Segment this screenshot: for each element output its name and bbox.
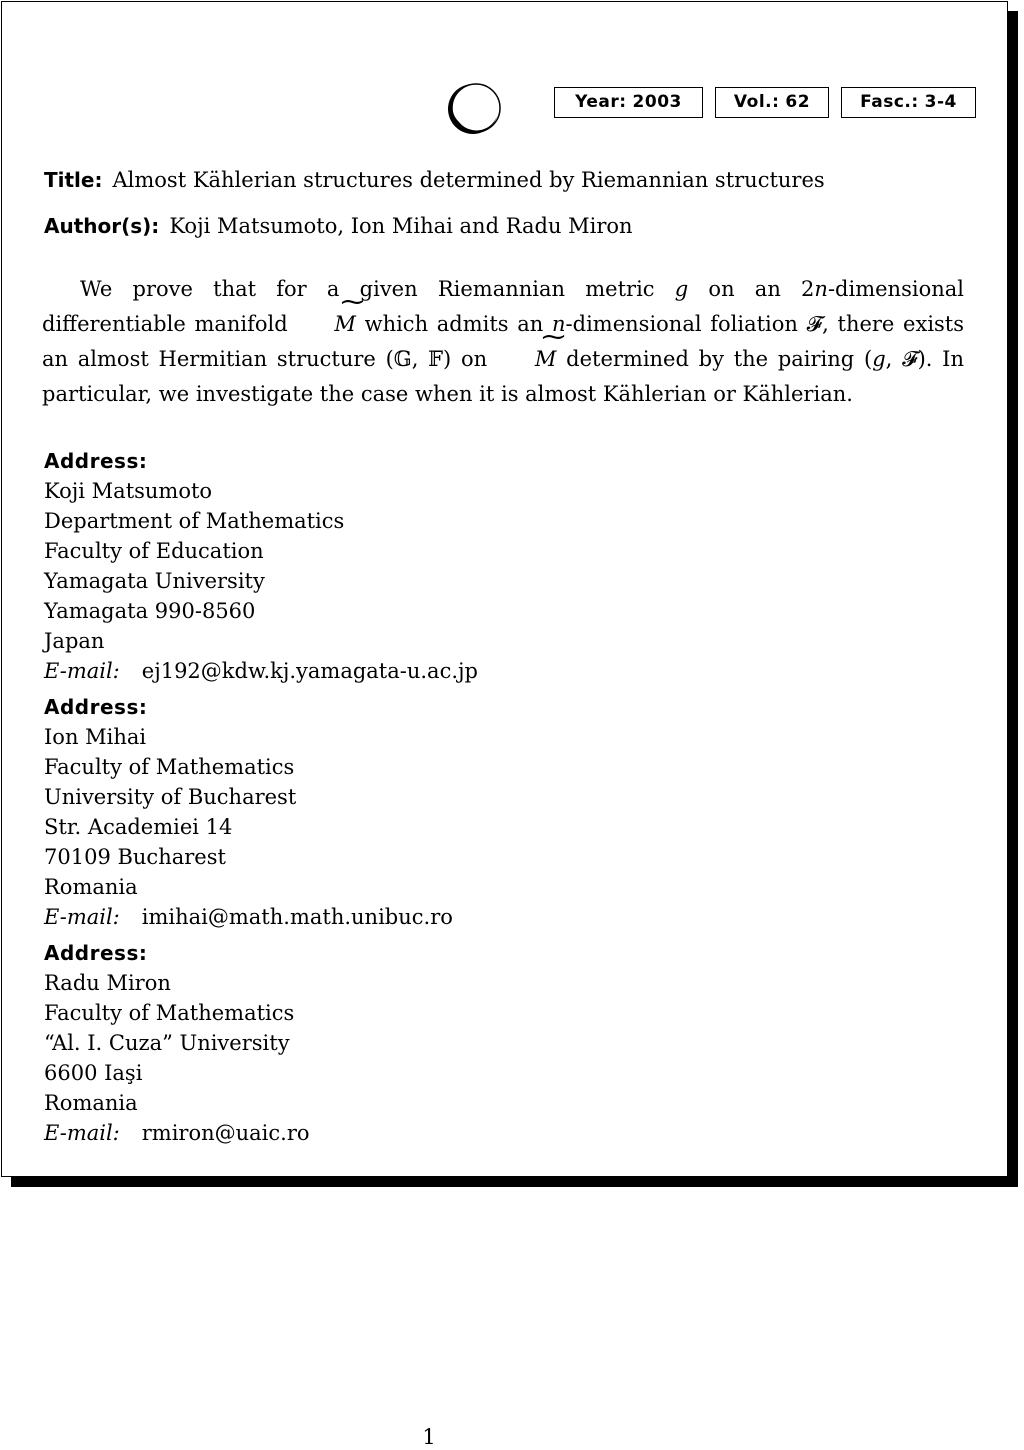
address-line: Department of Mathematics [44, 509, 345, 533]
address-line: Faculty of Mathematics [44, 755, 295, 779]
crescent-logo-icon [447, 82, 501, 134]
address-line: Koji Matsumoto [44, 479, 213, 503]
address-line: University of Bucharest [44, 785, 297, 809]
abstract-text: We prove that for a given Riemannian metric [80, 277, 675, 301]
address-line: Faculty of Education [44, 539, 264, 563]
address-line: Radu Miron [44, 971, 171, 995]
email-value: imihai@math.math.unibuc.ro [141, 905, 453, 929]
volume-value: 62 [785, 92, 811, 112]
volume-box [715, 87, 829, 118]
abstract-symbol-g: g [872, 347, 886, 371]
address-line: Romania [44, 1091, 138, 1115]
address-line: Romania [44, 875, 138, 899]
article-authors: Koji Matsumoto, Ion Mihai and Radu Miron [169, 214, 633, 238]
year-value: 2003 [632, 92, 682, 112]
title-label: Title: [44, 168, 103, 192]
address-line: 70109 Bucharest [44, 845, 226, 869]
abstract-symbol-n: n [552, 312, 566, 336]
email-line [44, 1118, 310, 1148]
abstract-text: -dimensional differentiable manifold [42, 277, 964, 336]
address-line: Str. Academiei 14 [44, 815, 233, 839]
address-line: “Al. I. Cuza” University [44, 1031, 290, 1055]
title-line [44, 165, 825, 195]
authors-label: Author(s): [44, 214, 160, 238]
abstract-symbol-foliation: 𝓕 [806, 312, 823, 336]
abstract-symbol-n: n [814, 277, 828, 301]
volume-label: Vol.: [733, 92, 780, 112]
email-label: E-mail: [44, 1121, 120, 1145]
email-line [44, 902, 453, 932]
abstract [42, 272, 964, 412]
email-label: E-mail: [44, 659, 120, 683]
email-value: rmiron@uaic.ro [141, 1121, 310, 1145]
abstract-symbol-foliation: 𝓕 [902, 347, 918, 371]
article-title: Almost Kählerian structures determined by Riemannian structures [112, 168, 825, 192]
email-value: ej192@kdw.kj.yamagata-u.ac.jp [141, 659, 478, 683]
address-block-matsumoto [44, 446, 478, 686]
abstract-text: ). In particular, we investigate the case when it is almost Kählerian or Kählerian. [42, 347, 964, 406]
address-heading: Address: [44, 695, 148, 719]
abstract-text: determined by the pairing ( [556, 347, 873, 371]
abstract-symbol-m-tilde: ~ M [296, 307, 356, 342]
page-number: 1 [422, 1425, 436, 1449]
address-line: Ion Mihai [44, 725, 147, 749]
address-heading: Address: [44, 941, 148, 965]
email-line [44, 656, 478, 686]
fascicle-value: 3-4 [924, 92, 957, 112]
address-line: Yamagata University [44, 569, 265, 593]
fascicle-label: Fasc.: [860, 92, 919, 112]
address-block-miron [44, 938, 310, 1148]
address-line: 6600 Iaşi [44, 1061, 143, 1085]
address-heading: Address: [44, 449, 148, 473]
address-block-mihai [44, 692, 453, 932]
authors-line [44, 211, 633, 241]
address-line: Japan [44, 629, 105, 653]
address-line: Faculty of Mathematics [44, 1001, 295, 1025]
abstract-text: , there exists an almost Hermitian structure (𝔾, 𝔽) on [42, 312, 965, 371]
address-line: Yamagata 990-8560 [44, 599, 256, 623]
email-label: E-mail: [44, 905, 120, 929]
abstract-text: on an 2 [688, 277, 815, 301]
abstract-text: -dimensional foliation [565, 312, 807, 336]
year-box [554, 87, 703, 118]
abstract-symbol-m-tilde: ~ M [497, 342, 557, 377]
abstract-text: which admits an [355, 312, 553, 336]
year-label: Year: [575, 92, 627, 112]
abstract-symbol-g: g [674, 277, 689, 301]
fascicle-box [841, 87, 976, 118]
abstract-text: , [885, 347, 903, 371]
